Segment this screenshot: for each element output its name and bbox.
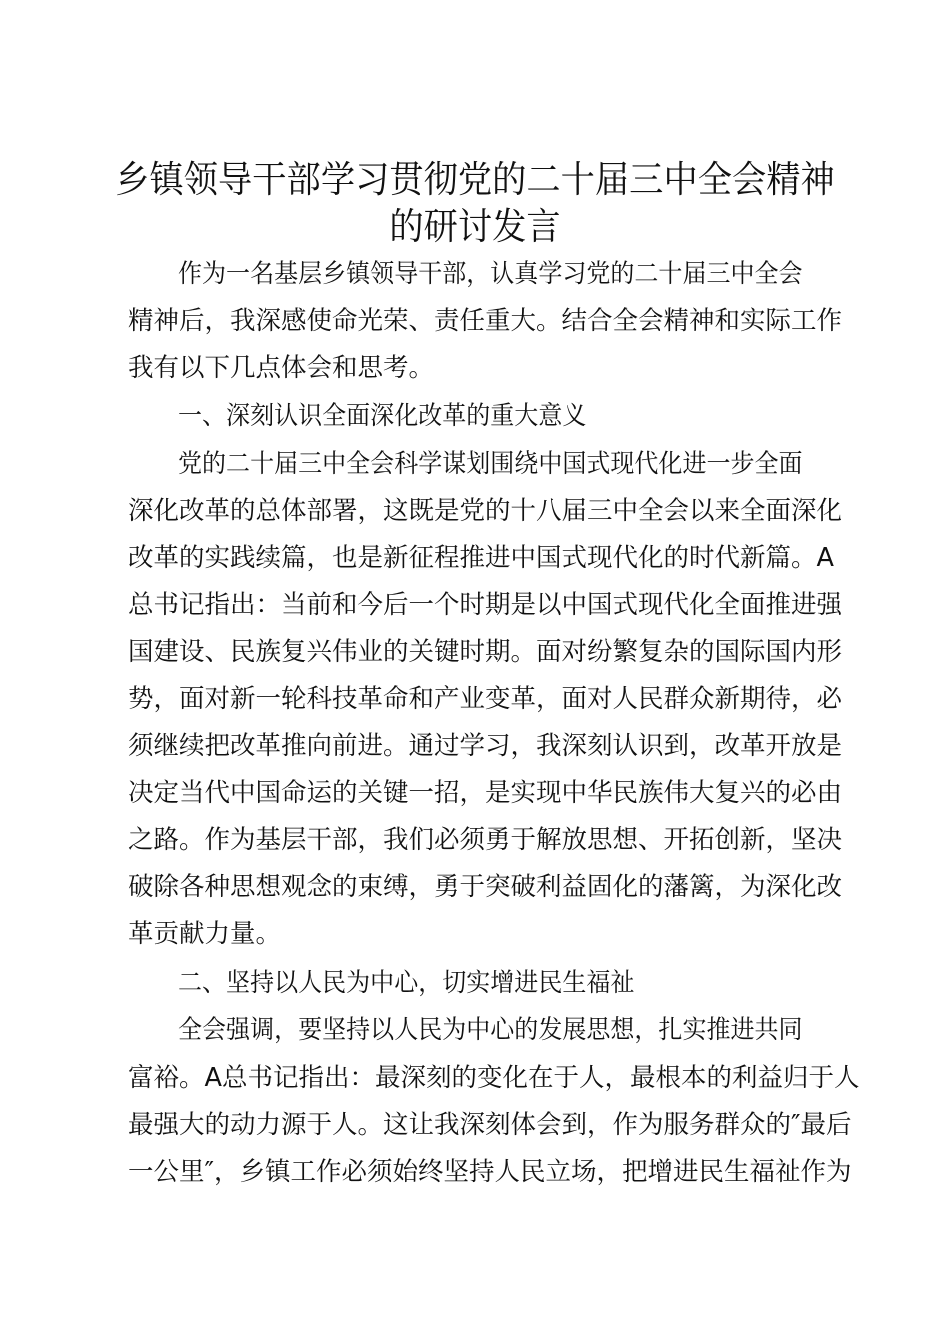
paragraph-line: 精神后，我深感使命光荣、责任重大。结合全会精神和实际工作 [128, 306, 843, 336]
paragraph-line: 最强大的动力源于人。这让我深刻体会到，作为服务群众的″最后 [128, 1110, 852, 1140]
section-heading-1: 一、深刻认识全面深化改革的重大意义 [178, 401, 587, 431]
paragraph-line: 一公里″，乡镇工作必须始终坚持人民立场，把增进民生福祉作为 [128, 1157, 852, 1187]
paragraph-line: 党的二十届三中全会科学谋划围绕中国式现代化进一步全面 [178, 449, 803, 479]
document-title-line-1: 乡镇领导干部学习贯彻党的二十届三中全会精神 [115, 158, 835, 201]
paragraph-line: 国建设、民族复兴伟业的关键时期。面对纷繁复杂的国际国内形 [128, 637, 843, 667]
paragraph-line: 决定当代中国命运的关键一招，是实现中华民族伟大复兴的必由 [128, 778, 843, 808]
paragraph-line: 我有以下几点体会和思考。 [128, 353, 435, 383]
section-heading-2: 二、坚持以人民为中心，切实增进民生福祉 [178, 968, 635, 998]
paragraph-line: 全会强调，要坚持以人民为中心的发展思想，扎实推进共同 [178, 1015, 803, 1045]
paragraph-line: 深化改革的总体部署，这既是党的十八届三中全会以来全面深化 [128, 496, 843, 526]
document-title-line-2: 的研讨发言 [389, 205, 561, 248]
paragraph-line: 富裕。A总书记指出：最深刻的变化在于人，最根本的利益归于人 [128, 1063, 860, 1093]
paragraph-line: 改革的实践续篇，也是新征程推进中国式现代化的时代新篇。A [128, 543, 834, 573]
paragraph-line: 须继续把改革推向前进。通过学习，我深刻认识到，改革开放是 [128, 731, 843, 761]
paragraph-line: 之路。作为基层干部，我们必须勇于解放思想、开拓创新，坚决 [128, 825, 843, 855]
paragraph-line: 破除各种思想观念的束缚，勇于突破利益固化的藩篱，为深化改 [128, 872, 843, 902]
paragraph-line: 革贡献力量。 [128, 919, 282, 949]
paragraph-line: 势，面对新一轮科技革命和产业变革，面对人民群众新期待，必 [128, 684, 843, 714]
paragraph-line: 总书记指出：当前和今后一个时期是以中国式现代化全面推进强 [128, 590, 843, 620]
paragraph-line: 作为一名基层乡镇领导干部，认真学习党的二十届三中全会 [178, 259, 803, 289]
